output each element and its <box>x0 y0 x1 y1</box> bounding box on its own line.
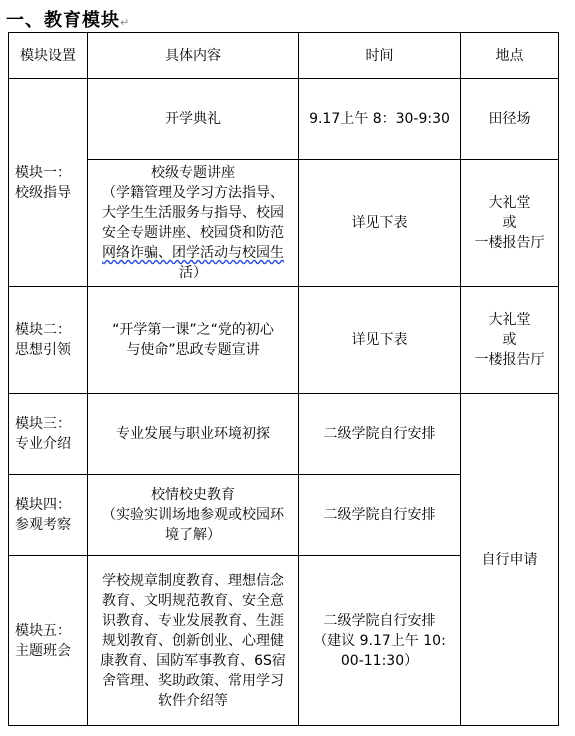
content-cell: 校级专题讲座 （学籍管理及学习方法指导、 大学生生活服务与指导、校园 安全专题讲座、校园贷和防范 网络诈骗、团学活动与校园生 活） <box>88 160 299 287</box>
header-module: 模块设置 <box>9 33 88 79</box>
section-heading: 一、教育模块↵ <box>6 10 131 31</box>
module-cell: 模块二： 思想引领 <box>9 287 88 394</box>
header-location: 地点 <box>461 33 559 79</box>
location-cell: 自行申请 <box>461 394 559 726</box>
table-row <box>9 394 559 475</box>
content-cell: 开学典礼 <box>88 79 299 160</box>
time-cell: 详见下表 <box>299 160 461 287</box>
content-cell: 校情校史教育 （实验实训场地参观或校园环 境了解） <box>88 475 299 556</box>
location-cell: 大礼堂 或 一楼报告厅 <box>461 160 559 287</box>
time-cell: 二级学院自行安排 <box>299 394 461 475</box>
header-time: 时间 <box>299 33 461 79</box>
time-cell: 二级学院自行安排 （建议 9.17上午 10: 00-11:30） <box>299 556 461 726</box>
header-content: 具体内容 <box>88 33 299 79</box>
schedule-table <box>8 32 559 726</box>
header-row <box>9 33 559 79</box>
table-row <box>9 160 559 287</box>
time-cell: 二级学院自行安排 <box>299 475 461 556</box>
location-cell: 大礼堂 或 一楼报告厅 <box>461 287 559 394</box>
location-cell: 田径场 <box>461 79 559 160</box>
module-cell: 模块五： 主题班会 <box>9 556 88 726</box>
module-cell: 模块一： 校级指导 <box>9 79 88 287</box>
content-cell: “开学第一课”之“党的初心 与使命”思政专题宣讲 <box>88 287 299 394</box>
content-cell: 专业发展与职业环境初探 <box>88 394 299 475</box>
module-cell: 模块三： 专业介绍 <box>9 394 88 475</box>
module-cell: 模块四： 参观考察 <box>9 475 88 556</box>
table-row <box>9 79 559 160</box>
table-row <box>9 287 559 394</box>
content-cell: 学校规章制度教育、理想信念 教育、文明规范教育、安全意 识教育、专业发展教育、生涯 规划教育、创新创业、心理健 康教育、国防军事教育、6S宿 舍管理、奖助政策、常用学习 软件介绍等 <box>88 556 299 726</box>
time-cell: 详见下表 <box>299 287 461 394</box>
time-cell: 9.17上午 8：30-9:30 <box>299 79 461 160</box>
